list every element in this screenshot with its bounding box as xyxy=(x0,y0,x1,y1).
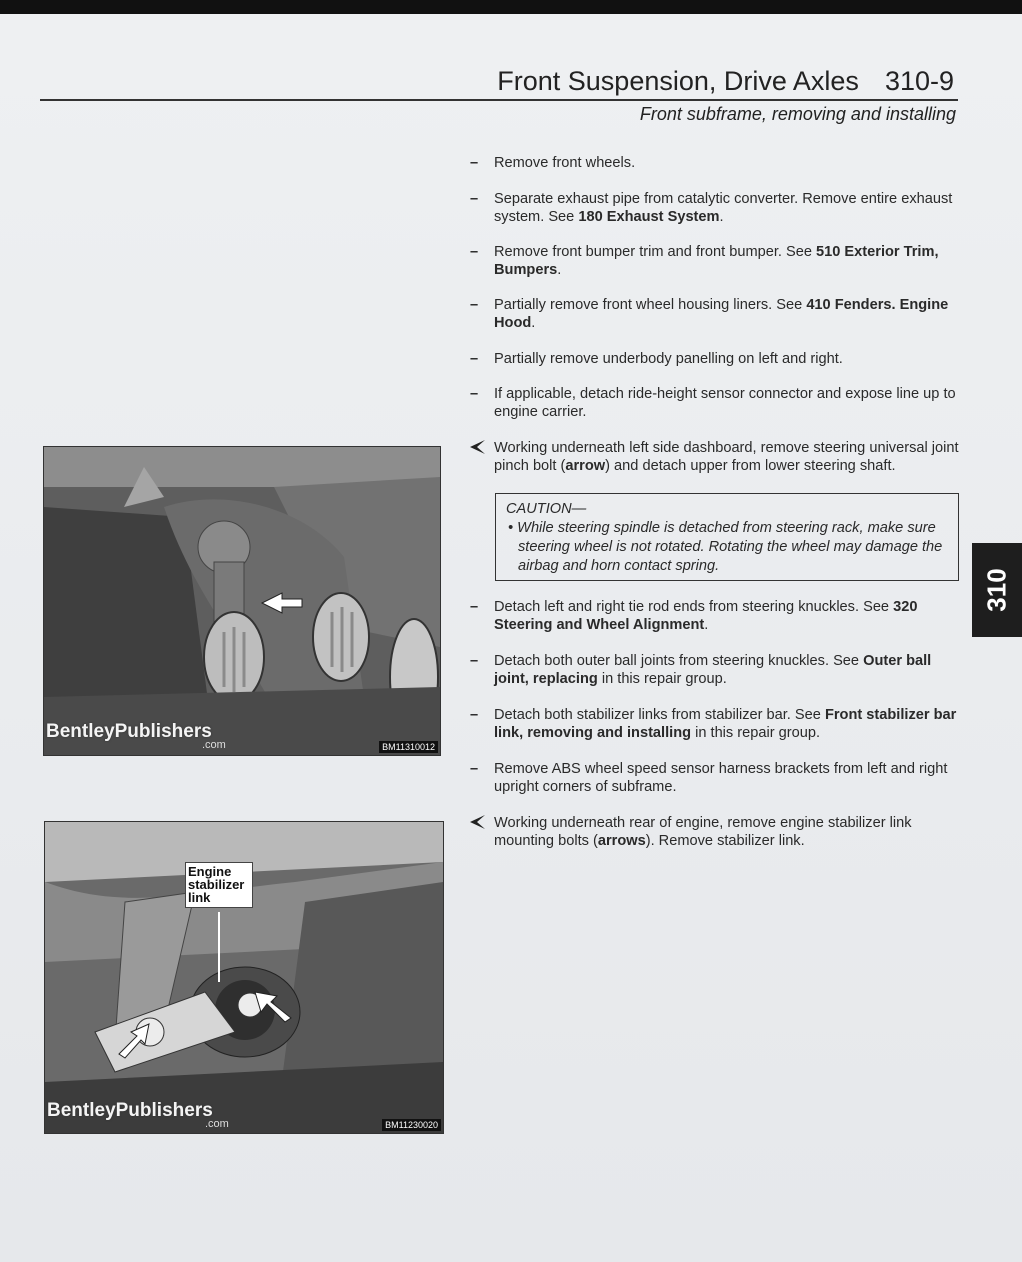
instruction-text: . xyxy=(719,209,724,225)
step-text xyxy=(494,243,965,279)
instruction-text: Separate exhaust pipe from catalytic converter. Remove entire exhaust system. See xyxy=(494,191,953,225)
step-text xyxy=(494,350,965,368)
step-10 xyxy=(470,706,965,742)
step-marker: – xyxy=(470,351,479,367)
instruction-text: . xyxy=(531,315,536,331)
step-text xyxy=(494,439,965,475)
watermark: BentleyPublishers xyxy=(46,721,212,742)
step-11 xyxy=(470,760,965,796)
step-text xyxy=(494,814,965,850)
instruction-text: ). Remove stabilizer link. xyxy=(645,833,805,849)
step-marker: – xyxy=(470,155,479,171)
instruction-text: ) and detach upper from lower steering shaft. xyxy=(605,458,896,474)
instruction-text: Remove front bumper trim and front bumper. See xyxy=(494,244,817,260)
caution-title: CAUTION— xyxy=(506,501,587,517)
caution-body: • While steering spindle is detached from steering rack, make sure steering wheel is not rotated. Rotating the wheel may damage the airbag and horn contact spring. xyxy=(508,520,943,574)
reference-text: arrows xyxy=(597,833,646,849)
instruction-text: in this repair group. xyxy=(597,671,727,687)
instruction-text: Detach left and right tie rod ends from steering knuckles. See xyxy=(494,599,894,615)
figure-code: BM11310012 xyxy=(379,741,438,753)
instruction-text: . xyxy=(557,262,562,278)
step-1 xyxy=(470,154,965,172)
instruction-text: If applicable, detach ride-height sensor connector and expose line up to engine carrier. xyxy=(494,386,956,420)
step-text xyxy=(494,296,965,332)
step-marker: – xyxy=(470,244,479,260)
arrow-pointer-icon xyxy=(468,814,486,830)
step-3 xyxy=(470,243,965,279)
step-4 xyxy=(470,296,965,332)
step-5 xyxy=(470,350,965,368)
step-marker: – xyxy=(470,191,479,207)
caution-box xyxy=(495,493,959,581)
callout-label: Engine stabilizer link xyxy=(185,862,253,908)
step-6 xyxy=(470,385,965,421)
header-rule xyxy=(40,99,958,101)
reference-text: 320 Steering and Wheel Alignment xyxy=(494,599,918,633)
reference-text: arrow xyxy=(565,458,606,474)
reference-text: 180 Exhaust System xyxy=(578,209,720,225)
step-marker xyxy=(468,439,488,460)
section-title: Front Suspension, Drive Axles xyxy=(497,66,859,96)
instruction-text: Remove ABS wheel speed sensor harness brackets from left and right upright corners of subframe. xyxy=(494,761,948,795)
top-border xyxy=(0,0,1022,14)
step-text xyxy=(494,598,965,634)
watermark: BentleyPublishers xyxy=(47,1100,213,1121)
step-text xyxy=(494,760,965,796)
step-text xyxy=(494,385,965,421)
stabilizer-photo xyxy=(44,821,444,1134)
instruction-text: Working underneath left side dashboard, remove steering universal joint pinch bolt ( xyxy=(494,440,959,474)
step-text xyxy=(494,190,965,226)
step-marker: – xyxy=(470,707,479,723)
page-header xyxy=(497,66,954,97)
reference-text: Outer ball joint, replacing xyxy=(494,653,932,687)
step-12 xyxy=(470,814,965,850)
section-tab xyxy=(972,543,1022,637)
watermark-sub: .com xyxy=(202,739,226,751)
step-2 xyxy=(470,190,965,226)
step-text xyxy=(494,706,965,742)
step-marker xyxy=(468,814,488,835)
instruction-text: in this repair group. xyxy=(691,725,821,741)
reference-text: 510 Exterior Trim, Bumpers xyxy=(494,244,939,278)
step-7 xyxy=(470,439,965,475)
pedal-photo-illustration xyxy=(44,447,440,755)
instruction-text: Detach both stabilizer links from stabilizer bar. See xyxy=(494,707,825,723)
step-8 xyxy=(470,598,965,634)
step-marker: – xyxy=(470,386,479,402)
step-marker: – xyxy=(470,653,479,669)
page-subtitle: Front subframe, removing and installing xyxy=(639,104,956,124)
arrow-pointer-icon xyxy=(468,439,486,455)
instruction-text: Working underneath rear of engine, remove engine stabilizer link mounting bolts ( xyxy=(494,815,912,849)
step-text xyxy=(494,652,965,688)
section-tab-label: 310 xyxy=(981,568,1012,612)
figure-code: BM11230020 xyxy=(382,1119,441,1131)
instruction-text: Partially remove front wheel housing liners. See xyxy=(494,297,807,313)
step-marker: – xyxy=(470,761,479,777)
page-number: 310-9 xyxy=(884,66,954,96)
step-text xyxy=(494,154,965,172)
step-marker: – xyxy=(470,599,479,615)
instruction-text: Detach both outer ball joints from steering knuckles. See xyxy=(494,653,864,669)
step-9 xyxy=(470,652,965,688)
reference-text: Front stabilizer bar link, removing and installing xyxy=(494,707,957,741)
instruction-text: . xyxy=(704,617,709,633)
step-marker: – xyxy=(470,297,479,313)
instruction-text: Partially remove underbody panelling on left and right. xyxy=(494,351,843,367)
instruction-text: Remove front wheels. xyxy=(494,155,636,171)
pedal-photo xyxy=(43,446,441,756)
watermark-sub: .com xyxy=(205,1118,229,1130)
reference-text: 410 Fenders. Engine Hood xyxy=(494,297,949,331)
